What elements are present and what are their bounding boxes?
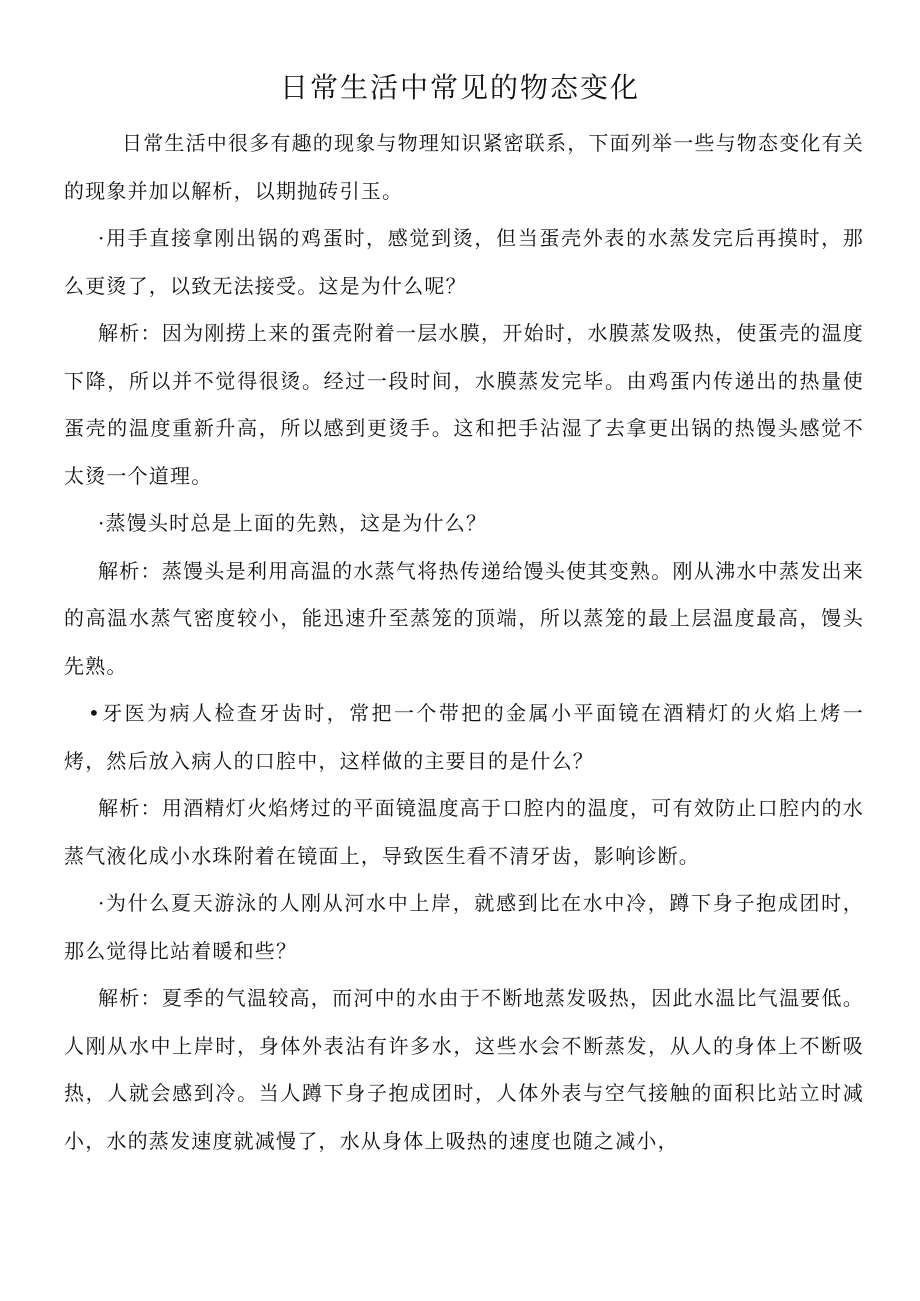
question-paragraph-2: ·蒸馒头时总是上面的先熟，这是为什么？	[98, 511, 488, 535]
answer-paragraph-4: 解析：夏季的气温较高，而河中的水由于不断地蒸发吸热，因此水温比气温要低。人刚从水中上岸时，身体外表沾有许多水，这些水会不断蒸发，从人的身体上不断吸热，人就会感到冷。当人蹲下身子抱成团时，人体外表与空气接触的面积比站立时减小，水的蒸发速度就减慢了，水从身体上吸热的速度也随之减小，	[64, 986, 864, 1153]
answer-paragraph-3: 解析：用酒精灯火焰烤过的平面镜温度高于口腔内的温度，可有效防止口腔内的水蒸气液化成小水珠附着在镜面上，导致医生看不清牙齿，影响诊断。	[64, 796, 864, 868]
question-paragraph-4: ·为什么夏天游泳的人刚从河水中上岸，就感到比在水中冷，蹲下身子抱成团时，那么觉得比站着暖和些？	[64, 891, 864, 963]
intro-paragraph: 日常生活中很多有趣的现象与物理知识紧密联系，下面列举一些与物态变化有关的现象并加以解析，以期抛砖引玉。	[64, 131, 864, 203]
page-title: 日常生活中常见的物态变化	[279, 71, 640, 104]
answer-paragraph-2: 解析：蒸馒头是利用高温的水蒸气将热传递给馒头使其变熟。刚从沸水中蒸发出来的高温水蒸气密度较小，能迅速升至蒸笼的顶端，所以蒸笼的最上层温度最高，馒头先熟。	[64, 558, 864, 678]
document-body	[64, 120, 864, 1165]
question-paragraph-1: ·用手直接拿刚出锅的鸡蛋时，感觉到烫，但当蛋壳外表的水蒸发完后再摸时，那么更烫了，以致无法接受。这是为什么呢？	[64, 226, 864, 298]
answer-paragraph-1: 解析：因为刚捞上来的蛋壳附着一层水膜，开始时，水膜蒸发吸热，使蛋壳的温度下降，所以并不觉得很烫。经过一段时间，水膜蒸发完毕。由鸡蛋内传递出的热量使蛋壳的温度重新升高，所以感到更烫手。这和把手沾湿了去拿更出锅的热馒头感觉不太烫一个道理。	[64, 321, 864, 488]
question-paragraph-3: •牙医为病人检查牙齿时，常把一个带把的金属小平面镜在酒精灯的火焰上烤一烤，然后放入病人的口腔中，这样做的主要目的是什么？	[64, 701, 864, 773]
